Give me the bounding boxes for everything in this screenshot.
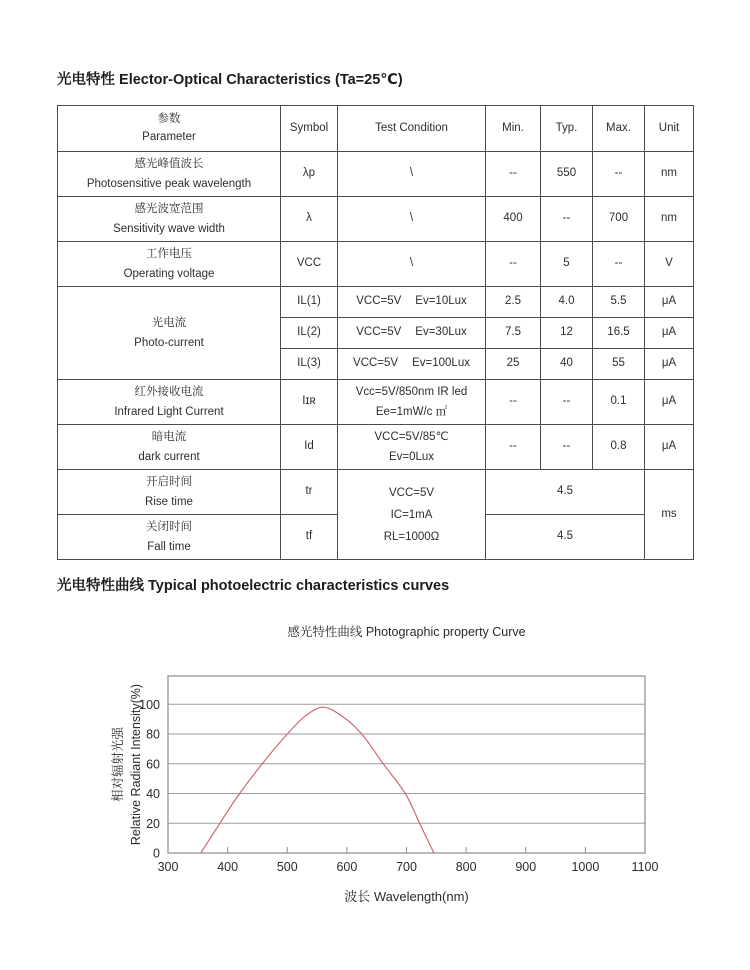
typ-cell: 550 — [541, 152, 593, 197]
min-cell: -- — [486, 242, 541, 287]
typ-cell: 4.0 — [541, 287, 593, 318]
symbol-cell: tf — [281, 515, 338, 560]
plot-frame — [168, 676, 645, 853]
condition-cell: VCC=5V Ev=10Lux — [338, 287, 486, 318]
table-header-row — [58, 106, 694, 152]
characteristics-table — [57, 105, 694, 560]
max-cell: 0.1 — [593, 380, 645, 425]
param-wave-width: 感光波宽范围 Sensitivity wave width — [58, 197, 281, 242]
symbol-cell: IL(3) — [281, 349, 338, 380]
symbol-cell: Iɪʀ — [281, 380, 338, 425]
table-row — [58, 152, 694, 197]
param-operating-voltage: 工作电压 Operating voltage — [58, 242, 281, 287]
unit-cell: nm — [645, 152, 694, 197]
symbol-cell: VCC — [281, 242, 338, 287]
unit-cell: V — [645, 242, 694, 287]
symbol-cell: IL(1) — [281, 287, 338, 318]
photographic-curve-chart — [55, 618, 695, 928]
min-cell: 2.5 — [486, 287, 541, 318]
chart-title: 感光特性曲线 Photographic property Curve — [287, 625, 526, 639]
section-title-electro-optical: 光电特性 Elector-Optical Characteristics (Ta=25℃) — [57, 72, 403, 88]
x-tick-label: 800 — [455, 860, 477, 874]
x-tick-label: 400 — [217, 860, 239, 874]
symbol-cell: λ — [281, 197, 338, 242]
section-title-curves: 光电特性曲线 Typical photoelectric characteristics curves — [57, 578, 450, 594]
chart-area — [55, 618, 695, 928]
unit-cell: μA — [645, 287, 694, 318]
header-parameter-zh: 参数 — [157, 113, 181, 126]
table-row — [58, 287, 694, 318]
min-cell: -- — [486, 152, 541, 197]
typ-cell: -- — [541, 380, 593, 425]
typ-cell: -- — [541, 425, 593, 470]
header-symbol: Symbol — [281, 106, 338, 152]
unit-cell: μA — [645, 425, 694, 470]
symbol-cell: λp — [281, 152, 338, 197]
max-cell: 55 — [593, 349, 645, 380]
x-tick-label: 700 — [396, 860, 417, 874]
table-row — [58, 380, 694, 425]
y-tick-label: 60 — [146, 757, 160, 772]
x-tick-label: 1000 — [571, 860, 600, 874]
condition-cell: \ — [338, 197, 486, 242]
spectral-response-curve — [201, 707, 434, 853]
condition-cell: \ — [338, 242, 486, 287]
table-row — [58, 470, 694, 515]
min-cell: 7.5 — [486, 318, 541, 349]
y-tick-label: 100 — [139, 697, 160, 712]
y-axis-label-en: Relative Radiant Intensity(%) — [129, 683, 143, 846]
typ-cell: 40 — [541, 349, 593, 380]
max-cell: 16.5 — [593, 318, 645, 349]
unit-cell: μA — [645, 380, 694, 425]
unit-cell: nm — [645, 197, 694, 242]
x-tick-label: 500 — [276, 860, 298, 874]
header-unit: Unit — [645, 106, 694, 152]
condition-cell: VCC=5V Ev=100Lux — [338, 349, 486, 380]
symbol-cell: Id — [281, 425, 338, 470]
unit-cell-timing: ms — [645, 470, 694, 560]
min-cell: 25 — [486, 349, 541, 380]
min-cell: 400 — [486, 197, 541, 242]
param-dark-current: 暗电流 dark current — [58, 425, 281, 470]
max-cell: 0.8 — [593, 425, 645, 470]
typ-cell: -- — [541, 197, 593, 242]
header-min: Min. — [486, 106, 541, 152]
table-row — [58, 425, 694, 470]
param-peak-wavelength: 感光峰值波长 Photosensitive peak wavelength — [58, 152, 281, 197]
symbol-cell: IL(2) — [281, 318, 338, 349]
fall-time-value: 4.5 — [486, 515, 645, 560]
x-tick-label: 900 — [515, 860, 537, 874]
header-parameter — [58, 106, 281, 152]
condition-cell: VCC=5V/85℃ Ev=0Lux — [338, 425, 486, 470]
typ-cell: 5 — [541, 242, 593, 287]
y-tick-label: 40 — [146, 787, 160, 802]
x-tick-label: 300 — [157, 860, 179, 874]
condition-cell: VCC=5V Ev=30Lux — [338, 318, 486, 349]
table-row — [58, 197, 694, 242]
x-tick-label: 1100 — [631, 860, 659, 874]
table-row — [58, 242, 694, 287]
header-parameter-en: Parameter — [142, 130, 196, 143]
x-axis-label: 波长 Wavelength(nm) — [344, 889, 469, 904]
min-cell: -- — [486, 425, 541, 470]
max-cell: -- — [593, 152, 645, 197]
max-cell: -- — [593, 242, 645, 287]
rise-time-value: 4.5 — [486, 470, 645, 515]
param-infrared-current: 红外接收电流 Infrared Light Current — [58, 380, 281, 425]
header-max: Max. — [593, 106, 645, 152]
param-photo-current: 光电流 Photo-current — [58, 287, 281, 380]
typ-cell: 12 — [541, 318, 593, 349]
param-fall-time: 关闭时间 Fall time — [58, 515, 281, 560]
max-cell: 5.5 — [593, 287, 645, 318]
unit-cell: μA — [645, 318, 694, 349]
y-tick-label: 20 — [146, 816, 160, 831]
header-condition: Test Condition — [338, 106, 486, 152]
y-tick-label: 0 — [153, 846, 160, 861]
symbol-cell: tr — [281, 470, 338, 515]
max-cell: 700 — [593, 197, 645, 242]
condition-cell: Vcc=5V/850nm IR led Ee=1mW/c ㎡ — [338, 380, 486, 425]
unit-cell: μA — [645, 349, 694, 380]
header-typ: Typ. — [541, 106, 593, 152]
min-cell: -- — [486, 380, 541, 425]
y-tick-label: 80 — [146, 727, 160, 742]
param-rise-time: 开启时间 Rise time — [58, 470, 281, 515]
condition-cell: \ — [338, 152, 486, 197]
y-axis-label-zh: 相对辐射光强 — [111, 726, 125, 803]
x-tick-label: 600 — [336, 860, 358, 874]
condition-cell-timing: VCC=5V IC=1mA RL=1000Ω — [338, 470, 486, 560]
